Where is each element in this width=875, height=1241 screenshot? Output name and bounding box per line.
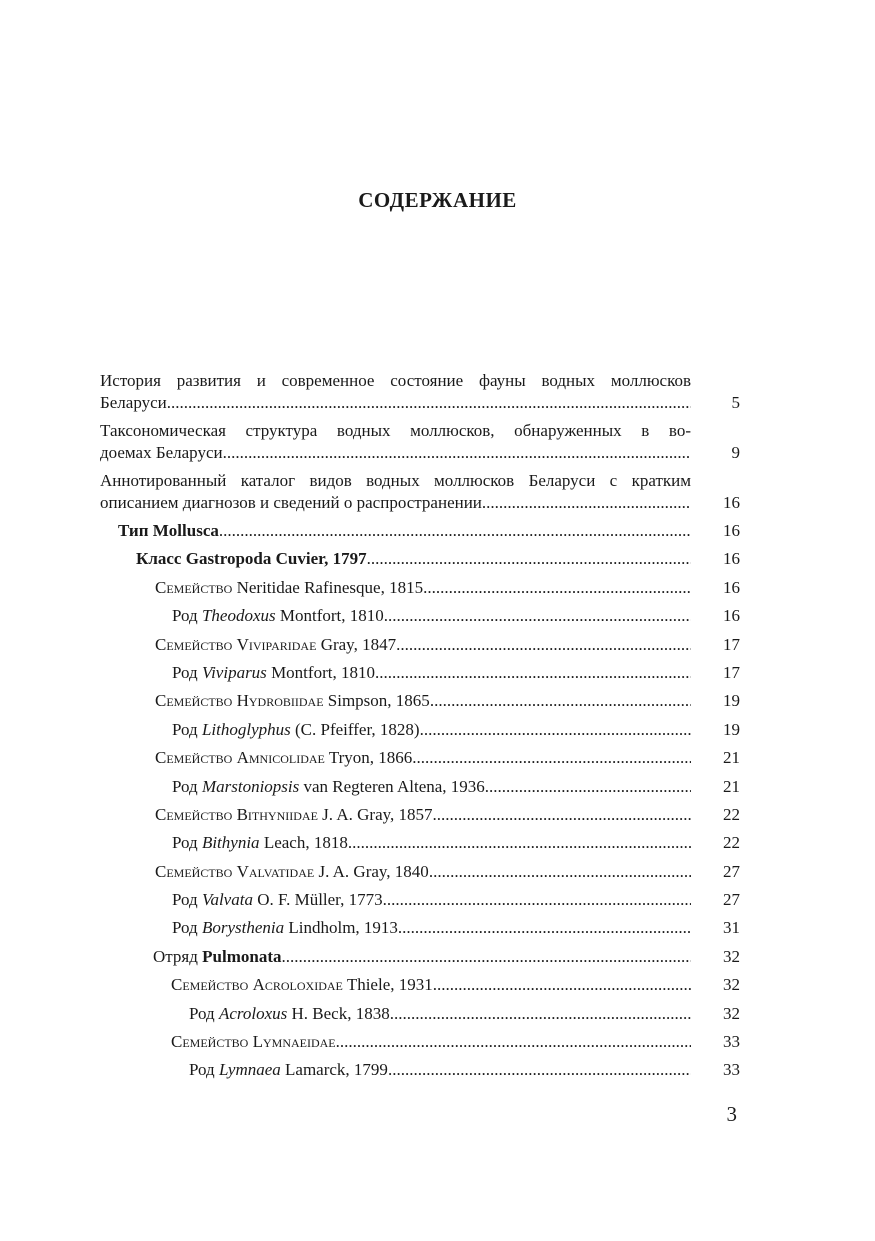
dot-leader [219,517,691,545]
dot-leader [383,886,691,914]
toc-page-number: 21 [723,748,740,768]
dot-leader [482,492,691,514]
toc-taxon-name: Amnicolidae [236,748,325,768]
toc-prefix: Семейство [171,975,249,995]
toc-taxon-author: H. Beck, 1838 [291,1003,390,1023]
toc-entry-line1: Таксономическая структура водных моллюсков, обнаруженных в во- [100,421,691,440]
toc-taxon-author: O. F. Müller, 1773 [257,890,383,910]
toc-taxon-name: Pulmonata [202,946,282,966]
toc-taxon-name: Hydrobiidae [236,691,324,711]
toc-entry-genus[interactable] [100,1056,740,1084]
page-number: 3 [726,1102,737,1126]
toc-taxon-author: Lindholm, 1913 [288,918,398,938]
toc-prefix: Род [172,776,198,796]
toc-prefix: Род [172,606,198,626]
toc-taxon-author: Tryon, 1866 [328,748,413,768]
toc-page-number: 5 [731,393,740,412]
table-of-contents [100,370,740,1085]
toc-page-number: 32 [723,946,740,966]
toc-page-number: 33 [723,1060,740,1080]
dot-leader [412,744,691,772]
toc-entry-genus[interactable] [100,914,740,942]
dot-leader [398,914,691,942]
toc-taxon-name: Lymnaeidae [252,1032,336,1052]
toc-prefix: Семейство [155,804,233,824]
toc-page-number: 16 [723,493,740,512]
toc-taxon-author: Leach, 1818 [263,833,348,853]
toc-taxon-name: Acroloxidae [252,975,343,995]
toc-taxon-author: Thiele, 1931 [346,975,433,995]
toc-entry-class[interactable] [100,545,740,573]
toc-prefix: Семейство [155,691,233,711]
toc-taxon-name: Viviparus [201,662,267,682]
dot-leader [223,442,691,464]
toc-prefix: Род [172,833,198,853]
toc-taxon-name: Acroloxus [218,1003,288,1023]
toc-taxon-author: Montfort, 1810 [271,662,375,682]
toc-prefix: Род [189,1003,215,1023]
toc-prefix: Класс [136,549,182,569]
toc-entry-text: доемах Беларуси [100,443,223,462]
toc-page-number: 19 [723,719,740,739]
dot-leader [485,773,691,801]
toc-prefix: Отряд [153,946,198,966]
dot-leader [429,858,691,886]
dot-leader [167,392,691,414]
page-title: СОДЕРЖАНИЕ [358,188,517,212]
dot-leader [396,631,691,659]
toc-entry-text: описанием диагнозов и сведений о распространении [100,493,482,512]
toc-taxon-name: Marstoniopsis [201,776,300,796]
dot-leader [423,574,691,602]
toc-page-number: 27 [723,890,740,910]
toc-entry-family[interactable] [100,687,740,715]
dot-leader [388,1056,691,1084]
toc-page-number: 19 [723,691,740,711]
toc-page-number: 22 [723,833,740,853]
toc-entry-genus[interactable] [100,1000,740,1028]
toc-page-number: 16 [723,606,740,626]
toc-taxon-name: Mollusca [152,521,219,540]
toc-taxon-name: Lymnaea [218,1060,281,1080]
toc-prefix: Тип [118,521,149,540]
toc-entry-genus[interactable] [100,716,740,744]
dot-leader [420,716,691,744]
toc-entry-family[interactable] [100,631,740,659]
toc-entry-line1: Аннотированный каталог видов водных моллюсков Беларуси с кратким [100,471,691,490]
toc-entry-genus[interactable] [100,659,740,687]
toc-page-number: 9 [731,443,740,462]
toc-prefix: Род [172,719,198,739]
dot-leader [336,1028,691,1056]
toc-entry[interactable] [100,420,740,464]
dot-leader [375,659,691,687]
toc-page-number: 31 [723,918,740,938]
toc-taxon-author: Lamarck, 1799 [285,1060,388,1080]
dot-leader [384,602,691,630]
toc-prefix: Род [172,918,198,938]
toc-entry-order[interactable] [100,943,740,971]
toc-entry-text: Беларуси [100,393,167,412]
toc-taxon-name: Theodoxus [201,606,276,626]
dot-leader [281,943,691,971]
toc-entry-phylum[interactable] [100,517,740,545]
toc-prefix: Род [172,662,198,682]
dot-leader [433,801,691,829]
toc-entry-family[interactable] [100,971,740,999]
toc-entry-family[interactable] [100,574,740,602]
toc-prefix: Семейство [155,861,233,881]
toc-page-number: 33 [723,1032,740,1052]
toc-prefix: Род [189,1060,215,1080]
toc-entry-genus[interactable] [100,829,740,857]
toc-taxon-author: Gray, 1847 [320,634,397,654]
toc-prefix: Семейство [155,577,233,597]
toc-prefix: Семейство [155,748,233,768]
toc-taxon-name: Valvata [201,890,253,910]
toc-page-number: 32 [723,975,740,995]
toc-page-number: 16 [723,521,740,540]
toc-page-number: 17 [723,662,740,682]
toc-page-number: 17 [723,634,740,654]
toc-taxon-author: J. A. Gray, 1840 [318,861,429,881]
toc-taxon-name: Lithoglyphus [201,719,291,739]
toc-taxon-name: Valvatidae [236,861,315,881]
toc-taxon-name: Neritidae Rafinesque, 1815 [236,577,424,597]
toc-page-number: 16 [723,549,740,569]
dot-leader [367,545,691,573]
toc-entry-line1: История развития и современное состояние фауны водных моллюсков [100,371,691,390]
toc-taxon-name: Gastropoda Cuvier, 1797 [185,549,367,569]
toc-taxon-author: J. A. Gray, 1857 [322,804,433,824]
toc-taxon-author: Simpson, 1865 [327,691,430,711]
toc-prefix: Род [172,890,198,910]
toc-page-number: 16 [723,577,740,597]
toc-prefix: Семейство [171,1032,249,1052]
toc-taxon-author: van Regteren Altena, 1936 [303,776,485,796]
dot-leader [433,971,691,999]
toc-taxon-name: Bithyniidae [236,804,318,824]
toc-entry-family[interactable] [100,744,740,772]
toc-entry[interactable] [100,370,740,414]
dot-leader [390,1000,691,1028]
toc-entry-genus[interactable] [100,886,740,914]
toc-page-number: 32 [723,1003,740,1023]
toc-entry-family[interactable] [100,801,740,829]
dot-leader [430,687,691,715]
toc-taxon-name: Bithynia [201,833,260,853]
dot-leader [348,829,691,857]
toc-page-number: 21 [723,776,740,796]
toc-prefix: Семейство [155,634,233,654]
toc-entry-family[interactable] [100,858,740,886]
toc-entry-family[interactable] [100,1028,740,1056]
toc-taxon-name: Viviparidae [236,634,317,654]
toc-taxon-author: (C. Pfeiffer, 1828) [295,719,420,739]
toc-page-number: 22 [723,804,740,824]
toc-taxon-author: Montfort, 1810 [279,606,384,626]
toc-taxon-name: Borysthenia [201,918,285,938]
toc-entry-genus[interactable] [100,773,740,801]
toc-entry-genus[interactable] [100,602,740,630]
toc-page-number: 27 [723,861,740,881]
toc-entry[interactable] [100,470,740,514]
